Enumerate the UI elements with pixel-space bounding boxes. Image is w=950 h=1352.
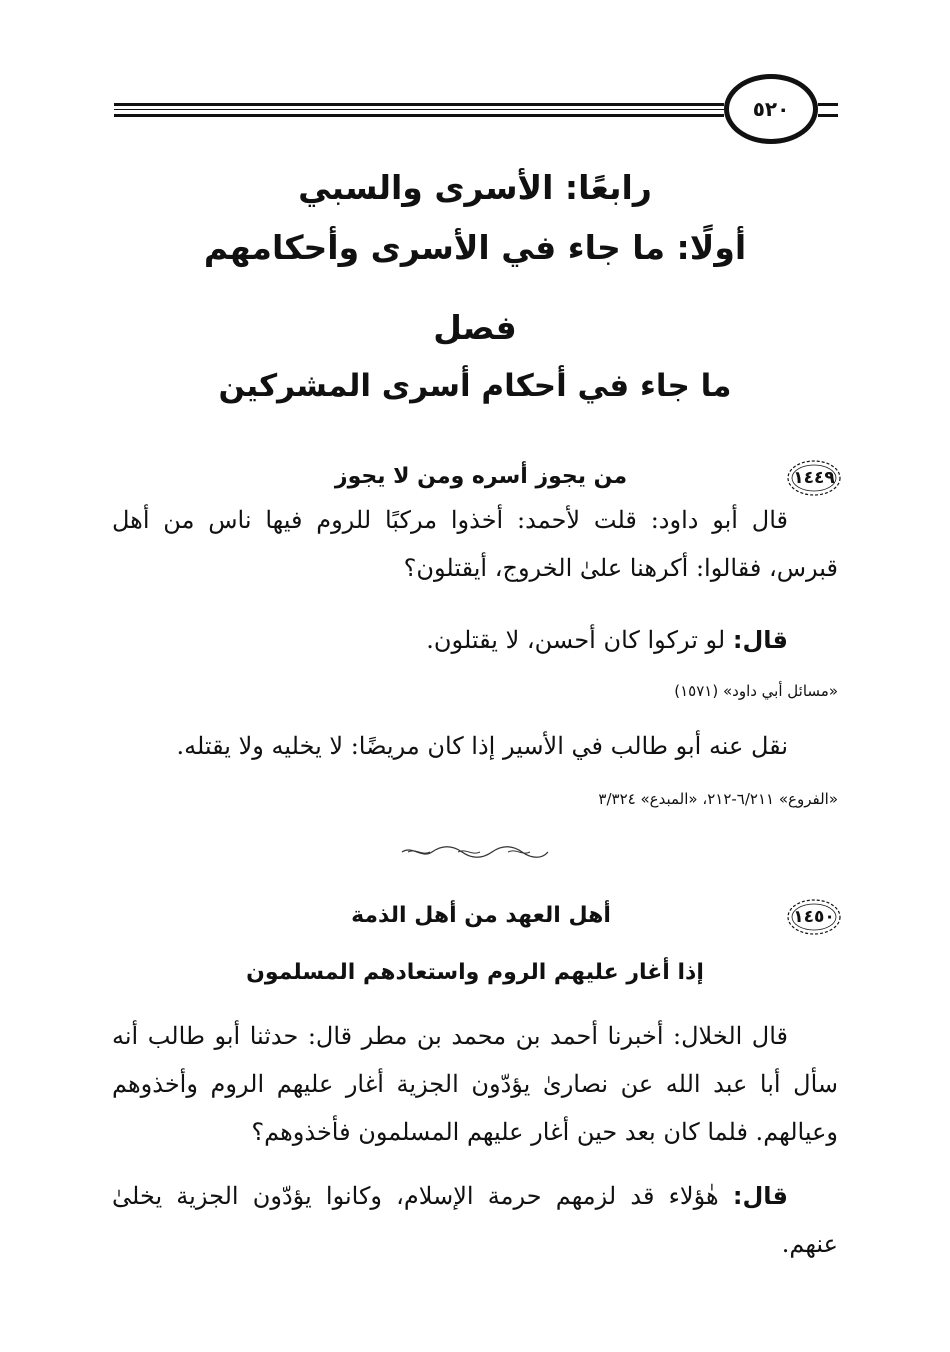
header-rule [114,109,724,110]
chapter-title: رابعًا: الأسرى والسبي [298,168,652,207]
ornament-divider-icon [400,845,550,859]
entry-title: أهل العهد من أهل الذمة [351,903,611,928]
fasl-heading: فصل [433,308,517,347]
answer-label: قال: [732,1182,788,1210]
entry-answer [112,1172,838,1268]
answer-text: هٰؤلاء قد لزمهم حرمة الإسلام، وكانوا يؤدّون الجزية يخلىٰ عنهم. [112,1182,838,1258]
fasl-title: ما جاء في أحكام أسرى المشركين [218,368,732,404]
entry-number: ١٤٥٠ [793,907,835,927]
entry-paragraph: نقل عنه أبو طالب في الأسير إذا كان مريضًا: لا يخليه ولا يقتله. [176,732,788,760]
entry-subtitle: إذا أغار عليهم الروم واستعادهم المسلمون [246,960,704,985]
entry-paragraph: قال الخلال: أخبرنا أحمد بن محمد بن مطر قال: حدثنا أبو طالب أنه سأل أبا عبد الله عن نصارىٰ يؤدّون الجزية أغار عليهم الروم وأخذوهم وعيالهم. فلما كان بعد حين أغار عليهم المسلمون فأخذوهم؟ [112,1022,838,1146]
source-citation: «مسائل أبي داود» (١٥٧١) [674,682,838,700]
entry-answer [112,616,838,664]
page-header [0,70,950,150]
header-rule [114,114,724,117]
header-rule [818,103,838,106]
section-title: أولًا: ما جاء في الأسرى وأحكامهم [203,228,747,267]
page-number: ٥٢٠ [752,97,790,121]
entry-paragraph: قال أبو داود: قلت لأحمد: أخذوا مركبًا للروم فيها ناس من أهل قبرس، فقالوا: أكرهنا علىٰ الخروج، أيقتلون؟ [112,506,838,582]
entry-number: ١٤٤٩ [793,468,835,488]
header-rule [114,103,724,106]
entry-header [112,897,850,941]
source-citation: «الفروع» ٦/٢١١-٢١٢، «المبدع» ٣/٣٢٤ [598,790,838,808]
answer-text: لو تركوا كان أحسن، لا يقتلون. [426,626,733,654]
answer-label: قال: [732,626,788,654]
page-number-oval [724,74,818,144]
entry-title: من يجوز أسره ومن لا يجوز [334,464,628,489]
header-rule [818,114,838,117]
